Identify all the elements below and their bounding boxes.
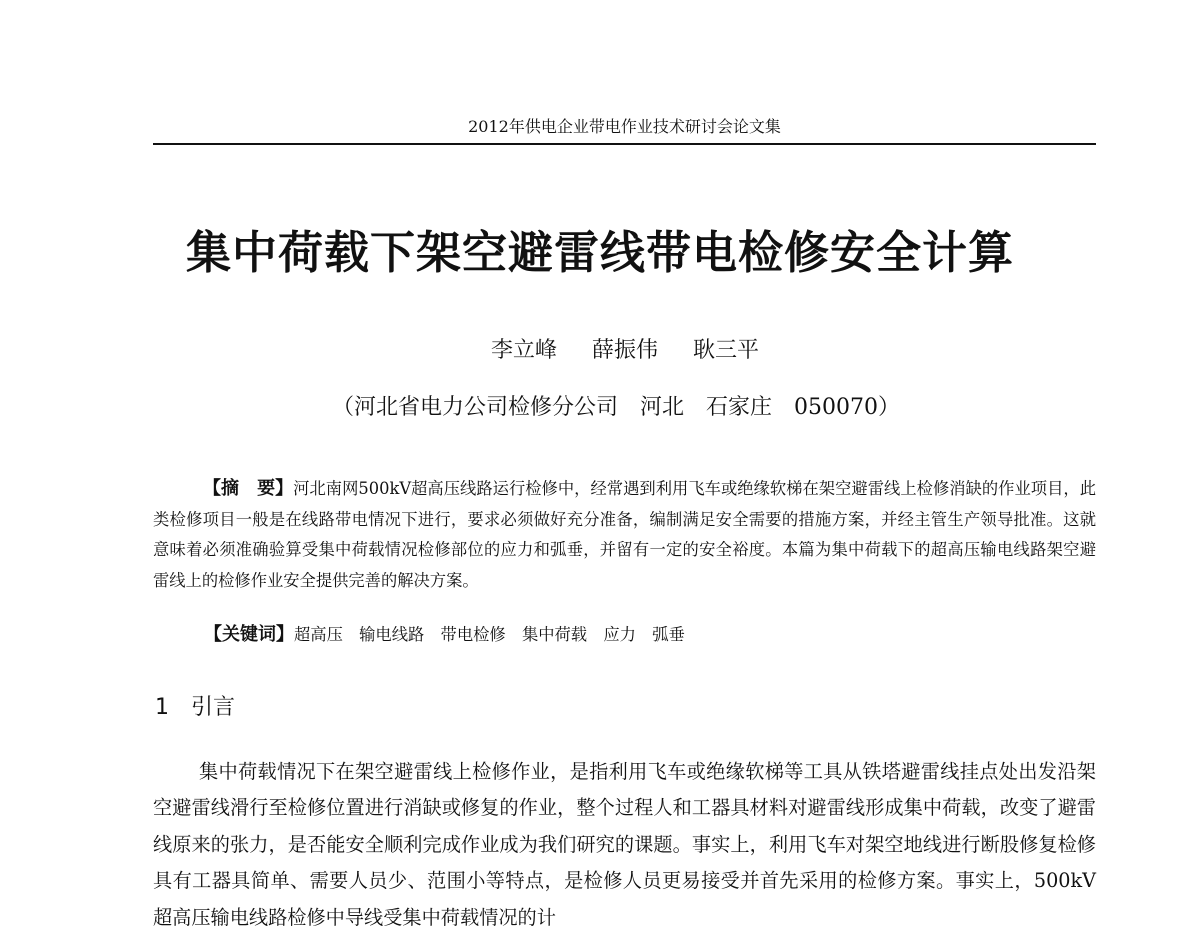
header-rule (153, 143, 1096, 145)
keywords-text: 超高压 输电线路 带电检修 集中荷载 应力 弧垂 (294, 625, 685, 644)
author: 李立峰 (490, 338, 557, 363)
author: 耿三平 (693, 338, 760, 363)
body-text (153, 754, 1096, 936)
author: 薛振伟 (591, 338, 658, 363)
running-header: 2012年供电企业带电作业技术研讨会论文集 (468, 117, 781, 136)
section-number: 1 (155, 695, 169, 720)
keywords (204, 620, 1096, 650)
body-paragraph: 集中荷载情况下在架空避雷线上检修作业，是指利用飞车或绝缘软梯等工具从铁塔避雷线挂点处出发沿架空避雷线滑行至检修位置进行消缺或修复的作业，整个过程人和工器具材料对避雷线形成集中荷载，改变了避雷线原来的张力，是否能安全顺利完成作业成为我们研究的课题。事实上，利用飞车对架空地线进行断股修复检修具有工器具简单、需要人员少、范围小等特点，是检修人员更易接受并首先采用的检修方案。事实上，500kV超高压输电线路检修中导线受集中荷载情况的计 (153, 760, 1096, 929)
author-list (0, 337, 1200, 365)
abstract (153, 474, 1096, 596)
affiliation: （河北省电力公司检修分公司 河北 石家庄 050070） (332, 395, 900, 420)
abstract-label: 【摘 要】 (203, 478, 294, 499)
keywords-label: 【关键词】 (204, 624, 294, 645)
section-heading (155, 694, 235, 722)
paper-title: 集中荷载下架空避雷线带电检修安全计算 (185, 226, 1014, 279)
abstract-text: 河北南网500kV超高压线路运行检修中，经常遇到利用飞车或绝缘软梯在架空避雷线上检修消缺的作业项目，此类检修项目一般是在线路带电情况下进行，要求必须做好充分准备，编制满足安全需要的措施方案，并经主管生产领导批准。这就意味着必须准确验算受集中荷载情况检修部位的应力和弧垂，并留有一定的安全裕度。本篇为集中荷载下的超高压输电线路架空避雷线上的检修作业安全提供完善的解决方案。 (153, 479, 1096, 590)
section-title: 引言 (191, 695, 236, 720)
